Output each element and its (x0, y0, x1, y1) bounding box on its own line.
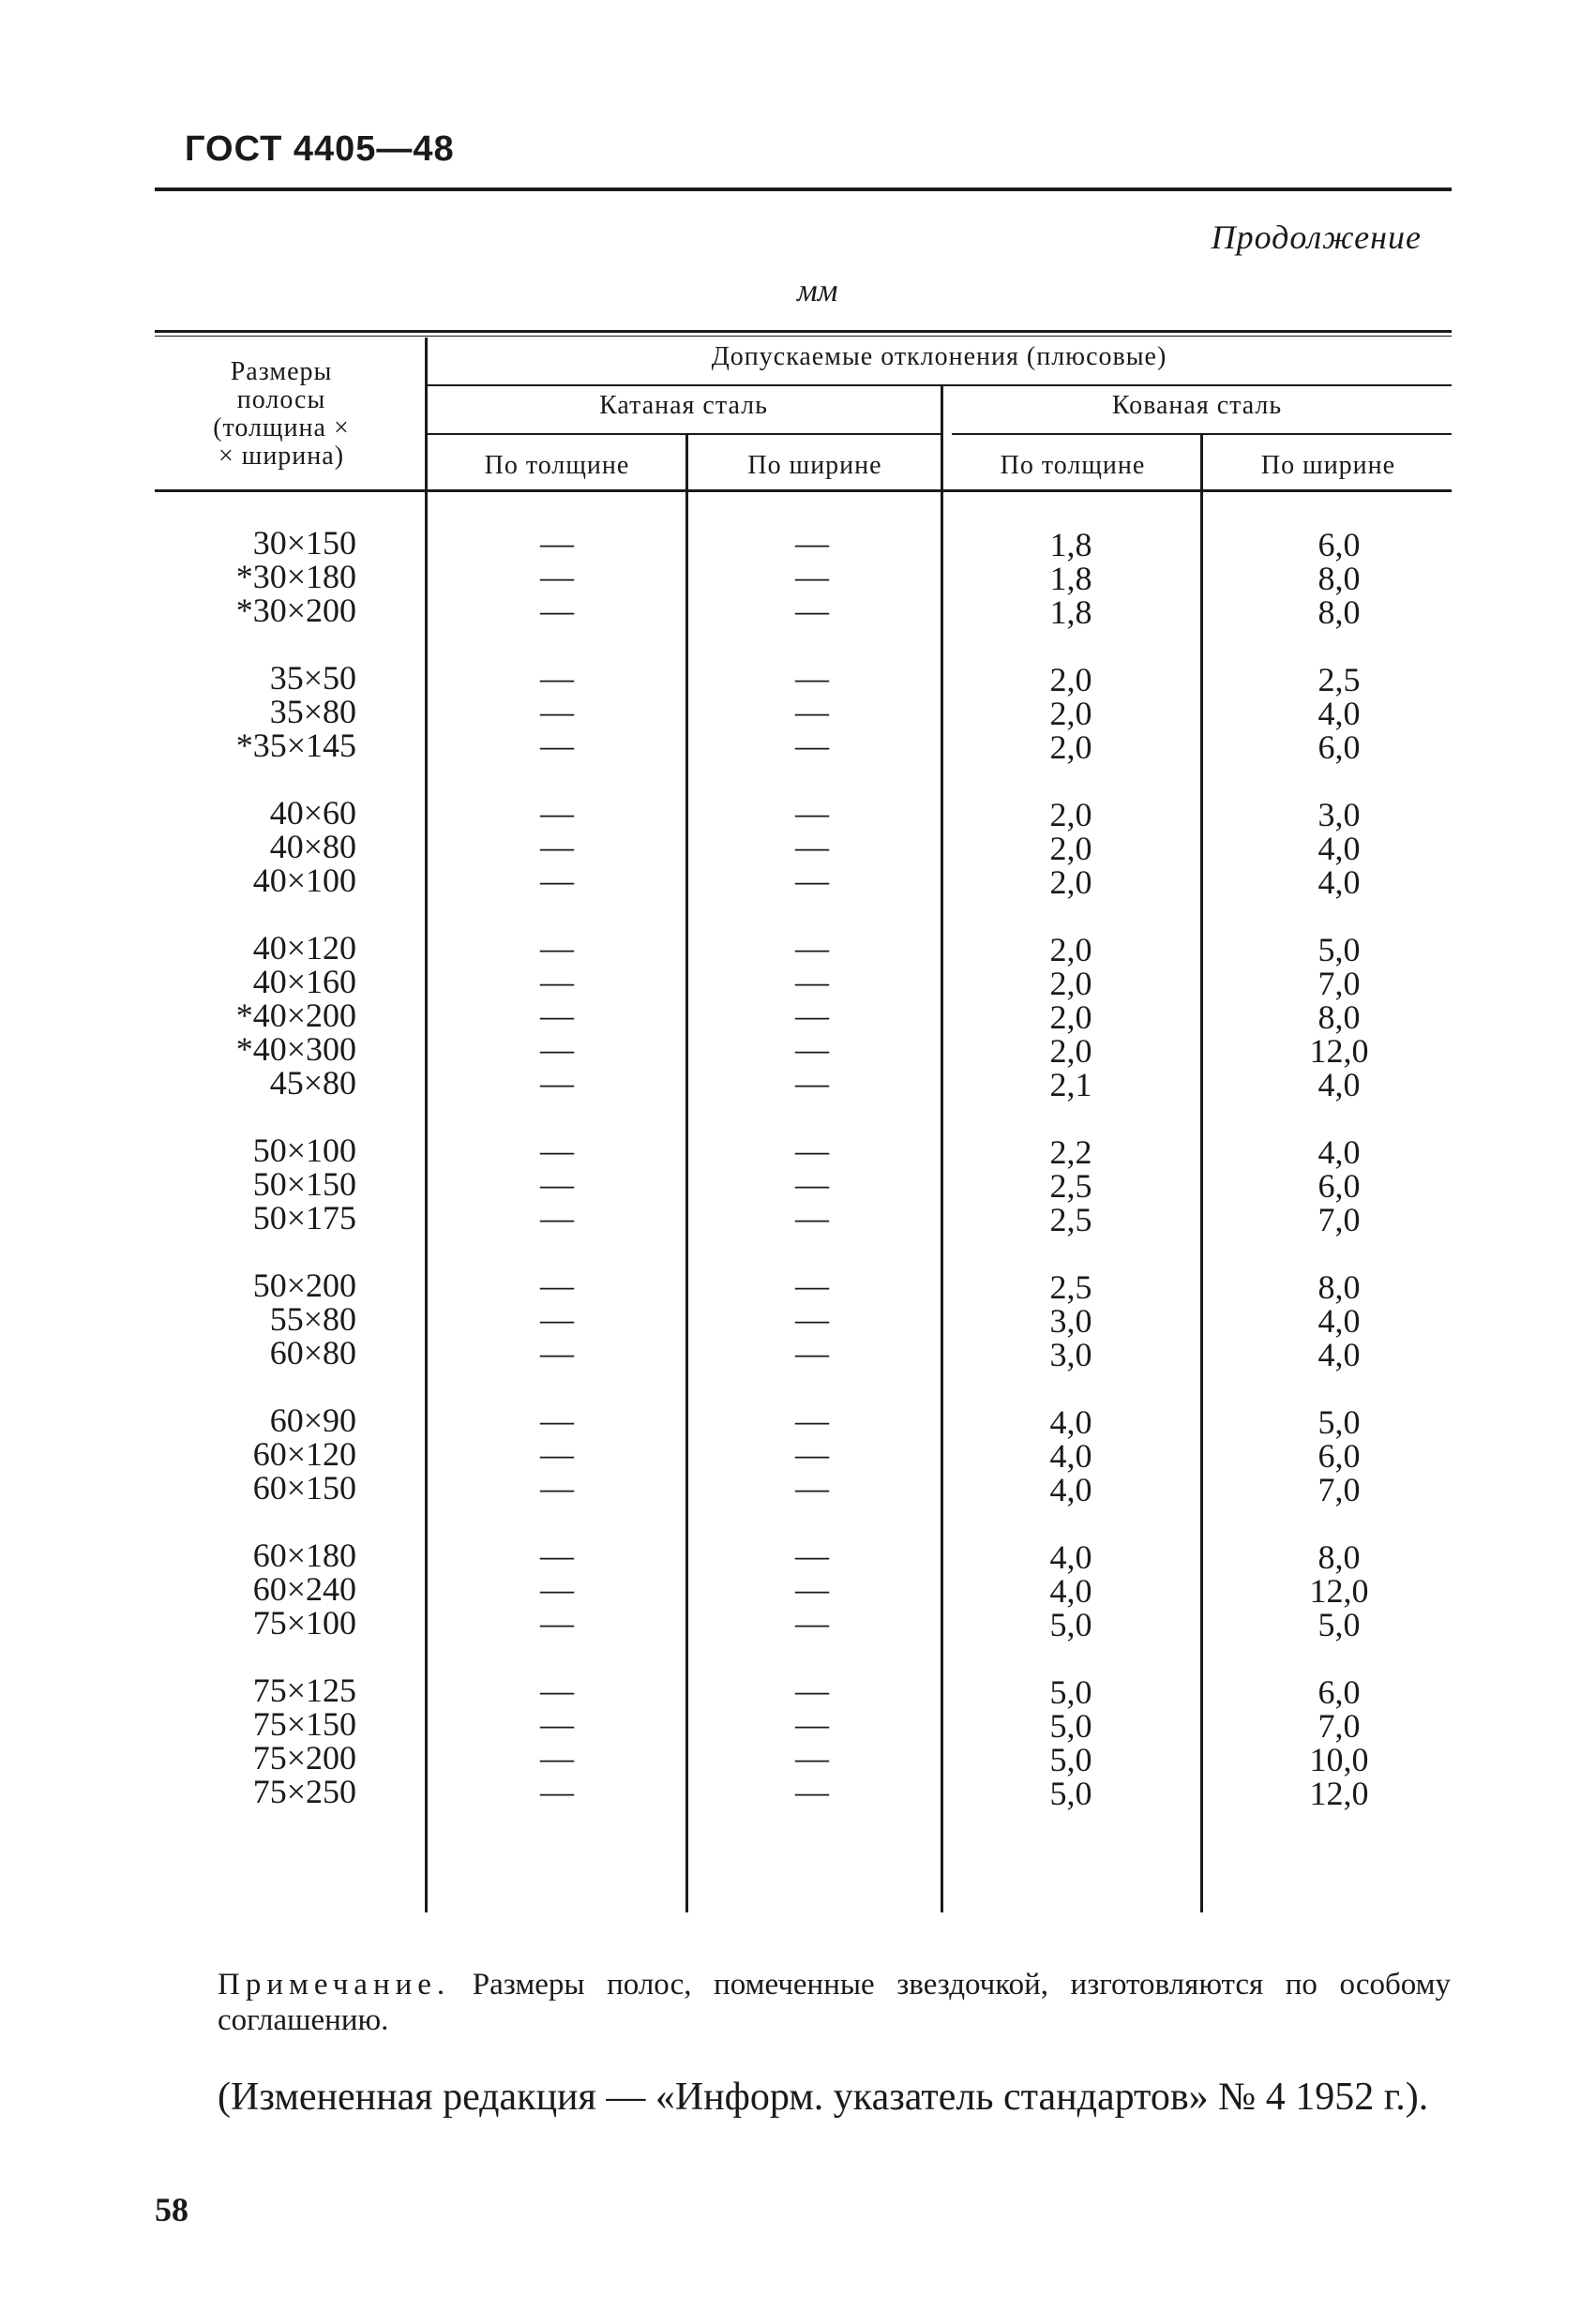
forged-width-cell: 6,0 (1317, 1167, 1361, 1205)
forged-thickness-cell: 2,5 (1049, 1201, 1092, 1238)
forged-thickness-cell: 2,5 (1049, 1167, 1092, 1205)
forged-steel-header: Кованая сталь (1111, 391, 1283, 420)
rolled-thickness-cell: — (540, 659, 574, 697)
size-cell: 60×180 (252, 1537, 356, 1574)
document-header-title: ГОСТ 4405—48 (185, 129, 455, 169)
rolled-thickness-cell: — (540, 1773, 574, 1810)
table-note (218, 1967, 1451, 2038)
forged-width-cell: 8,0 (1317, 593, 1361, 631)
col-divider-rolled-forged (941, 386, 943, 1912)
forged-thickness-cell: 2,0 (1049, 796, 1092, 833)
col-divider-size (425, 337, 428, 1912)
forged-thickness-cell: 2,0 (1049, 863, 1092, 901)
size-cell: 60×150 (252, 1469, 356, 1507)
forged-width-cell: 8,0 (1317, 1538, 1361, 1576)
rolled-width-cell: — (795, 1705, 829, 1743)
forged-thickness-cell: 2,1 (1049, 1066, 1092, 1103)
rolled-width-cell: — (795, 1199, 829, 1237)
size-cell: 50×150 (252, 1165, 356, 1203)
size-cell: 40×80 (269, 828, 356, 865)
forged-width-cell: 4,0 (1317, 1066, 1361, 1103)
forged-width-cell: 7,0 (1317, 1471, 1361, 1508)
size-cell: 45×80 (269, 1064, 356, 1102)
rolled-width-cell: — (795, 1773, 829, 1810)
rolled-thickness-cell: — (540, 828, 574, 865)
forged-width-cell: 12,0 (1309, 1775, 1369, 1812)
size-cell: 40×120 (252, 929, 356, 967)
rolled-thickness-cell: — (540, 963, 574, 1000)
col-size-header-line: (толщина × (213, 413, 350, 442)
forged-thickness-cell: 2,0 (1049, 728, 1092, 766)
rolled-width-cell: — (795, 929, 829, 967)
rolled-thickness-cell: — (540, 524, 574, 562)
forged-width-cell: 3,0 (1317, 796, 1361, 833)
group-header-rule (427, 384, 1452, 386)
forged-width-cell: 8,0 (1317, 560, 1361, 597)
forged-width-cell: 7,0 (1317, 1707, 1361, 1745)
rolled-width-cell: — (795, 592, 829, 629)
forged-width-cell: 7,0 (1317, 965, 1361, 1002)
forged-thickness-cell: 5,0 (1049, 1707, 1092, 1745)
forged-width-cell: 6,0 (1317, 1437, 1361, 1475)
size-cell: 75×125 (252, 1672, 356, 1709)
forged-thickness-cell: 2,5 (1049, 1268, 1092, 1306)
rolled-width-cell: — (795, 1469, 829, 1507)
rolled-thickness-cell: — (540, 1570, 574, 1608)
forged-width-cell: 12,0 (1309, 1572, 1369, 1610)
rolled-thickness-cell: — (540, 1705, 574, 1743)
rolled-thickness-header: По толщине (484, 451, 630, 480)
rolled-width-cell: — (795, 1165, 829, 1203)
forged-width-cell: 5,0 (1317, 1606, 1361, 1643)
forged-width-cell: 12,0 (1309, 1032, 1369, 1070)
forged-thickness-cell: 2,0 (1049, 661, 1092, 698)
rolled-width-cell: — (795, 862, 829, 899)
forged-thickness-cell: 4,0 (1049, 1572, 1092, 1610)
rolled-width-cell: — (795, 997, 829, 1034)
forged-thickness-cell: 2,0 (1049, 931, 1092, 968)
forged-width-cell: 6,0 (1317, 728, 1361, 766)
group-header: Допускаемые отклонения (плюсовые) (711, 342, 1167, 371)
forged-width-cell: 5,0 (1317, 1403, 1361, 1441)
rolled-width-cell: — (795, 1537, 829, 1574)
col-size-header-line: × ширина) (218, 442, 345, 471)
size-cell: *30×200 (235, 592, 356, 629)
table-top-rule-2 (155, 336, 1452, 337)
forged-thickness-cell: 5,0 (1049, 1741, 1092, 1778)
col-divider-forged-mid (1200, 435, 1203, 1912)
forged-width-cell: 4,0 (1317, 830, 1361, 867)
rolled-width-cell: — (795, 1267, 829, 1304)
forged-thickness-cell: 5,0 (1049, 1673, 1092, 1711)
rolled-thickness-cell: — (540, 1132, 574, 1169)
size-cell: *40×200 (235, 997, 356, 1034)
rolled-width-cell: — (795, 794, 829, 832)
forged-thickness-cell: 4,0 (1049, 1471, 1092, 1508)
forged-thickness-cell: 2,0 (1049, 1032, 1092, 1070)
rolled-thickness-cell: — (540, 997, 574, 1034)
col-size-header-line: Размеры (230, 357, 333, 386)
rolled-width-cell: — (795, 1030, 829, 1068)
col-size-header (188, 358, 375, 471)
rolled-thickness-cell: — (540, 1537, 574, 1574)
forged-thickness-cell: 1,8 (1049, 560, 1092, 597)
forged-width-cell: 8,0 (1317, 1268, 1361, 1306)
rolled-width-cell: — (795, 1402, 829, 1439)
forged-thickness-header: По толщине (1000, 451, 1146, 480)
forged-thickness-cell: 5,0 (1049, 1606, 1092, 1643)
continuation-label: Продолжение (1211, 218, 1422, 256)
forged-width-cell: 7,0 (1317, 1201, 1361, 1238)
forged-thickness-cell: 2,0 (1049, 998, 1092, 1036)
size-cell: 40×160 (252, 963, 356, 1000)
rolled-thickness-cell: — (540, 1604, 574, 1642)
forged-thickness-cell: 4,0 (1049, 1437, 1092, 1475)
rolled-thickness-cell: — (540, 1435, 574, 1473)
col-size-header-line: полосы (236, 385, 326, 414)
forged-width-cell: 6,0 (1317, 1673, 1361, 1711)
forged-thickness-cell: 4,0 (1049, 1403, 1092, 1441)
units-label: мм (797, 274, 838, 308)
note-text: Размеры полос, помеченные звездочкой, изготовляются по особому соглашению. (218, 1968, 1452, 2037)
rolled-width-cell: — (795, 1132, 829, 1169)
size-cell: 30×150 (252, 524, 356, 562)
forged-width-cell: 6,0 (1317, 526, 1361, 563)
size-cell: 75×150 (252, 1705, 356, 1743)
forged-thickness-cell: 2,0 (1049, 830, 1092, 867)
forged-width-cell: 2,5 (1317, 661, 1361, 698)
forged-thickness-cell: 4,0 (1049, 1538, 1092, 1576)
rolled-thickness-cell: — (540, 1030, 574, 1068)
rolled-thickness-cell: — (540, 794, 574, 832)
rolled-width-cell: — (795, 1672, 829, 1709)
rolled-steel-header: Катаная сталь (599, 391, 768, 420)
forged-width-cell: 4,0 (1317, 695, 1361, 732)
rolled-width-cell: — (795, 1300, 829, 1338)
rolled-thickness-cell: — (540, 1267, 574, 1304)
size-cell: *40×300 (235, 1030, 356, 1068)
rolled-width-cell: — (795, 1604, 829, 1642)
rolled-thickness-cell: — (540, 1300, 574, 1338)
rolled-width-cell: — (795, 1435, 829, 1473)
page-number: 58 (155, 2191, 188, 2228)
rolled-width-cell: — (795, 693, 829, 730)
rolled-width-cell: — (795, 1739, 829, 1777)
forged-width-cell: 4,0 (1317, 863, 1361, 901)
size-cell: 60×90 (269, 1402, 356, 1439)
table-top-rule (155, 330, 1452, 333)
rolled-width-cell: — (795, 558, 829, 595)
forged-width-cell: 10,0 (1309, 1741, 1369, 1778)
rolled-thickness-cell: — (540, 727, 574, 764)
rolled-thickness-cell: — (540, 558, 574, 595)
rolled-thickness-cell: — (540, 1064, 574, 1102)
size-cell: 35×50 (269, 659, 356, 697)
size-cell: 50×100 (252, 1132, 356, 1169)
size-cell: 60×80 (269, 1334, 356, 1372)
size-cell: 50×200 (252, 1267, 356, 1304)
rolled-thickness-cell: — (540, 862, 574, 899)
size-cell: 75×100 (252, 1604, 356, 1642)
rolled-width-cell: — (795, 1570, 829, 1608)
rolled-thickness-cell: — (540, 1334, 574, 1372)
forged-thickness-cell: 1,8 (1049, 526, 1092, 563)
size-cell: *30×180 (235, 558, 356, 595)
forged-thickness-cell: 5,0 (1049, 1775, 1092, 1812)
forged-width-cell: 4,0 (1317, 1302, 1361, 1340)
rolled-thickness-cell: — (540, 693, 574, 730)
forged-width-cell: 4,0 (1317, 1336, 1361, 1373)
size-cell: *35×145 (235, 727, 356, 764)
size-cell: 60×240 (252, 1570, 356, 1608)
forged-thickness-cell: 2,0 (1049, 695, 1092, 732)
size-cell: 35×80 (269, 693, 356, 730)
forged-width-header: По ширине (1260, 451, 1396, 480)
forged-width-cell: 8,0 (1317, 998, 1361, 1036)
header-bottom-rule (155, 489, 1452, 492)
forged-thickness-cell: 1,8 (1049, 593, 1092, 631)
forged-width-cell: 4,0 (1317, 1133, 1361, 1171)
rolled-thickness-cell: — (540, 929, 574, 967)
rolled-thickness-cell: — (540, 1165, 574, 1203)
rolled-width-cell: — (795, 828, 829, 865)
rolled-width-header: По ширине (747, 451, 882, 480)
rolled-thickness-cell: — (540, 1199, 574, 1237)
rolled-thickness-cell: — (540, 1739, 574, 1777)
rolled-width-cell: — (795, 963, 829, 1000)
forged-thickness-cell: 3,0 (1049, 1336, 1092, 1373)
forged-thickness-cell: 3,0 (1049, 1302, 1092, 1340)
rolled-width-cell: — (795, 524, 829, 562)
rolled-thickness-cell: — (540, 1469, 574, 1507)
col-divider-rolled-mid (685, 433, 688, 1912)
forged-thickness-cell: 2,0 (1049, 965, 1092, 1002)
rolled-width-cell: — (795, 659, 829, 697)
size-cell: 75×200 (252, 1739, 356, 1777)
forged-width-cell: 5,0 (1317, 931, 1361, 968)
size-cell: 60×120 (252, 1435, 356, 1473)
size-cell: 40×100 (252, 862, 356, 899)
size-cell: 75×250 (252, 1773, 356, 1810)
size-cell: 55×80 (269, 1300, 356, 1338)
rolled-width-cell: — (795, 1334, 829, 1372)
sub-header-rule-left (427, 433, 941, 435)
rolled-thickness-cell: — (540, 592, 574, 629)
forged-thickness-cell: 2,2 (1049, 1133, 1092, 1171)
rolled-thickness-cell: — (540, 1672, 574, 1709)
rolled-thickness-cell: — (540, 1402, 574, 1439)
rolled-width-cell: — (795, 727, 829, 764)
size-cell: 40×60 (269, 794, 356, 832)
note-label: Примечание. (218, 1968, 451, 2002)
rolled-width-cell: — (795, 1064, 829, 1102)
edition-note: (Измененная редакция — «Информ. указатель стандартов» № 4 1952 г.). (218, 2076, 1429, 2119)
size-cell: 50×175 (252, 1199, 356, 1237)
